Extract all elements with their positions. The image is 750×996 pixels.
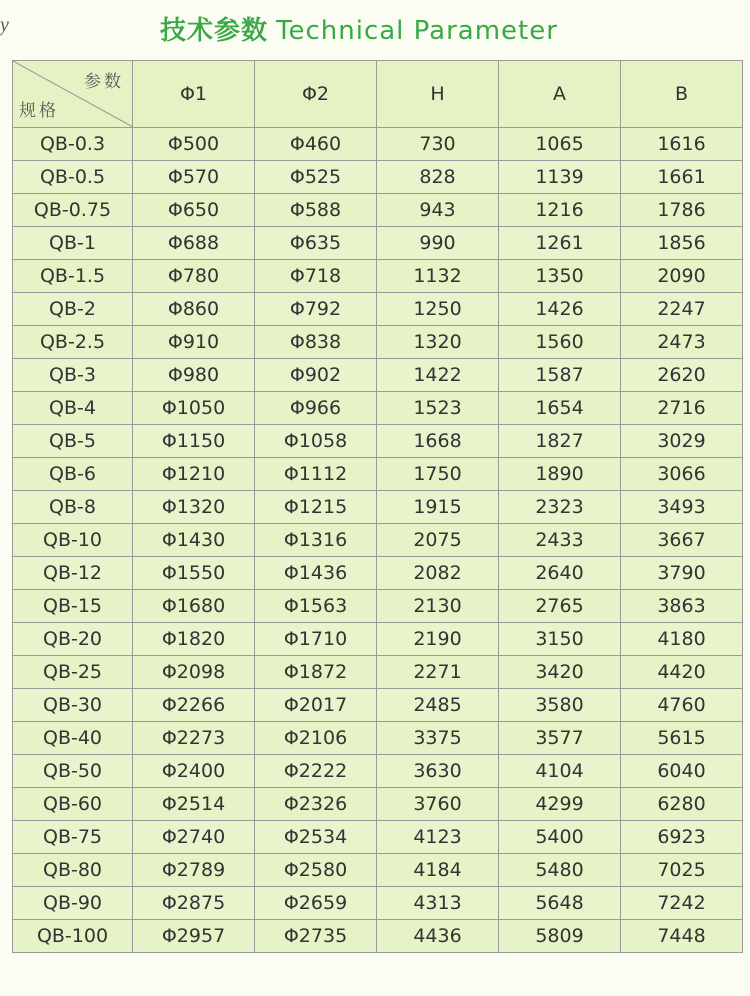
phi2-cell: Φ792 (255, 293, 377, 326)
h-cell: 2082 (377, 557, 499, 590)
h-cell: 2271 (377, 656, 499, 689)
model-cell: QB-90 (13, 887, 133, 920)
b-cell: 6040 (621, 755, 743, 788)
phi2-cell: Φ966 (255, 392, 377, 425)
table-header-row (13, 61, 743, 128)
h-cell: 1668 (377, 425, 499, 458)
phi1-cell: Φ910 (133, 326, 255, 359)
model-cell: QB-0.3 (13, 128, 133, 161)
h-cell: 4184 (377, 854, 499, 887)
phi2-cell: Φ525 (255, 161, 377, 194)
column-header-a: A (499, 61, 621, 128)
table-row (13, 557, 743, 590)
phi1-cell: Φ860 (133, 293, 255, 326)
b-cell: 2620 (621, 359, 743, 392)
model-cell: QB-50 (13, 755, 133, 788)
table-row (13, 425, 743, 458)
table-row (13, 161, 743, 194)
h-cell: 2190 (377, 623, 499, 656)
h-cell: 1320 (377, 326, 499, 359)
b-cell: 3493 (621, 491, 743, 524)
model-cell: QB-5 (13, 425, 133, 458)
a-cell: 5400 (499, 821, 621, 854)
a-cell: 1587 (499, 359, 621, 392)
table-row (13, 689, 743, 722)
a-cell: 2640 (499, 557, 621, 590)
phi2-cell: Φ1112 (255, 458, 377, 491)
phi1-cell: Φ780 (133, 260, 255, 293)
phi1-cell: Φ570 (133, 161, 255, 194)
model-cell: QB-40 (13, 722, 133, 755)
b-cell: 4420 (621, 656, 743, 689)
a-cell: 5809 (499, 920, 621, 953)
h-cell: 2485 (377, 689, 499, 722)
b-cell: 2247 (621, 293, 743, 326)
phi2-cell: Φ2580 (255, 854, 377, 887)
h-cell: 4436 (377, 920, 499, 953)
model-cell: QB-30 (13, 689, 133, 722)
phi2-cell: Φ460 (255, 128, 377, 161)
phi1-cell: Φ2098 (133, 656, 255, 689)
table-row (13, 854, 743, 887)
table-row (13, 293, 743, 326)
h-cell: 2075 (377, 524, 499, 557)
h-cell: 3760 (377, 788, 499, 821)
phi2-cell: Φ588 (255, 194, 377, 227)
a-cell: 3577 (499, 722, 621, 755)
b-cell: 5615 (621, 722, 743, 755)
a-cell: 2323 (499, 491, 621, 524)
a-cell: 5480 (499, 854, 621, 887)
table-row (13, 722, 743, 755)
phi2-cell: Φ1215 (255, 491, 377, 524)
table-row (13, 392, 743, 425)
phi1-cell: Φ1210 (133, 458, 255, 491)
h-cell: 4123 (377, 821, 499, 854)
model-cell: QB-100 (13, 920, 133, 953)
h-cell: 1132 (377, 260, 499, 293)
h-cell: 730 (377, 128, 499, 161)
model-cell: QB-75 (13, 821, 133, 854)
phi1-cell: Φ2740 (133, 821, 255, 854)
table-corner-header (13, 61, 133, 128)
h-cell: 3375 (377, 722, 499, 755)
b-cell: 3029 (621, 425, 743, 458)
phi1-cell: Φ1320 (133, 491, 255, 524)
corner-label-spec: 规格 (19, 101, 59, 121)
phi1-cell: Φ650 (133, 194, 255, 227)
h-cell: 943 (377, 194, 499, 227)
phi1-cell: Φ688 (133, 227, 255, 260)
a-cell: 1654 (499, 392, 621, 425)
h-cell: 3630 (377, 755, 499, 788)
phi1-cell: Φ1430 (133, 524, 255, 557)
table-row (13, 788, 743, 821)
model-cell: QB-4 (13, 392, 133, 425)
b-cell: 6280 (621, 788, 743, 821)
phi1-cell: Φ500 (133, 128, 255, 161)
phi2-cell: Φ2017 (255, 689, 377, 722)
b-cell: 4760 (621, 689, 743, 722)
model-cell: QB-8 (13, 491, 133, 524)
phi2-cell: Φ635 (255, 227, 377, 260)
model-cell: QB-2 (13, 293, 133, 326)
phi2-cell: Φ1436 (255, 557, 377, 590)
b-cell: 1786 (621, 194, 743, 227)
b-cell: 1616 (621, 128, 743, 161)
phi1-cell: Φ2875 (133, 887, 255, 920)
a-cell: 4299 (499, 788, 621, 821)
a-cell: 1261 (499, 227, 621, 260)
b-cell: 3066 (621, 458, 743, 491)
h-cell: 1422 (377, 359, 499, 392)
phi1-cell: Φ2957 (133, 920, 255, 953)
phi2-cell: Φ902 (255, 359, 377, 392)
phi2-cell: Φ2326 (255, 788, 377, 821)
table-row (13, 920, 743, 953)
phi2-cell: Φ838 (255, 326, 377, 359)
b-cell: 2090 (621, 260, 743, 293)
column-header-phi1: Φ1 (133, 61, 255, 128)
b-cell: 6923 (621, 821, 743, 854)
parameter-table (12, 60, 743, 953)
phi2-cell: Φ2534 (255, 821, 377, 854)
a-cell: 3420 (499, 656, 621, 689)
phi1-cell: Φ980 (133, 359, 255, 392)
table-row (13, 623, 743, 656)
a-cell: 1350 (499, 260, 621, 293)
phi2-cell: Φ1563 (255, 590, 377, 623)
b-cell: 4180 (621, 623, 743, 656)
model-cell: QB-25 (13, 656, 133, 689)
table-row (13, 524, 743, 557)
phi2-cell: Φ1710 (255, 623, 377, 656)
table-row (13, 359, 743, 392)
b-cell: 7025 (621, 854, 743, 887)
a-cell: 4104 (499, 755, 621, 788)
phi2-cell: Φ718 (255, 260, 377, 293)
h-cell: 828 (377, 161, 499, 194)
phi1-cell: Φ1820 (133, 623, 255, 656)
phi2-cell: Φ2735 (255, 920, 377, 953)
a-cell: 3150 (499, 623, 621, 656)
a-cell: 1065 (499, 128, 621, 161)
table-row (13, 227, 743, 260)
b-cell: 1661 (621, 161, 743, 194)
table-body (13, 128, 743, 953)
a-cell: 1890 (499, 458, 621, 491)
a-cell: 1560 (499, 326, 621, 359)
table-row (13, 260, 743, 293)
phi1-cell: Φ2266 (133, 689, 255, 722)
h-cell: 2130 (377, 590, 499, 623)
phi2-cell: Φ2106 (255, 722, 377, 755)
a-cell: 5648 (499, 887, 621, 920)
column-header-phi2: Φ2 (255, 61, 377, 128)
phi1-cell: Φ1050 (133, 392, 255, 425)
h-cell: 1250 (377, 293, 499, 326)
b-cell: 2716 (621, 392, 743, 425)
phi2-cell: Φ2222 (255, 755, 377, 788)
model-cell: QB-1 (13, 227, 133, 260)
phi2-cell: Φ1058 (255, 425, 377, 458)
page-title (160, 10, 558, 47)
table-row (13, 755, 743, 788)
h-cell: 1750 (377, 458, 499, 491)
table-row (13, 458, 743, 491)
b-cell: 7448 (621, 920, 743, 953)
table-row (13, 194, 743, 227)
a-cell: 1139 (499, 161, 621, 194)
model-cell: QB-0.5 (13, 161, 133, 194)
model-cell: QB-12 (13, 557, 133, 590)
b-cell: 2473 (621, 326, 743, 359)
page-corner-text: y (0, 14, 9, 36)
b-cell: 7242 (621, 887, 743, 920)
a-cell: 3580 (499, 689, 621, 722)
b-cell: 1856 (621, 227, 743, 260)
a-cell: 2765 (499, 590, 621, 623)
table-row (13, 326, 743, 359)
h-cell: 4313 (377, 887, 499, 920)
h-cell: 1523 (377, 392, 499, 425)
a-cell: 2433 (499, 524, 621, 557)
phi2-cell: Φ1316 (255, 524, 377, 557)
a-cell: 1426 (499, 293, 621, 326)
column-header-h: H (377, 61, 499, 128)
phi2-cell: Φ1872 (255, 656, 377, 689)
model-cell: QB-15 (13, 590, 133, 623)
table-row (13, 128, 743, 161)
h-cell: 990 (377, 227, 499, 260)
table-row (13, 821, 743, 854)
model-cell: QB-2.5 (13, 326, 133, 359)
model-cell: QB-20 (13, 623, 133, 656)
b-cell: 3863 (621, 590, 743, 623)
model-cell: QB-80 (13, 854, 133, 887)
a-cell: 1216 (499, 194, 621, 227)
b-cell: 3667 (621, 524, 743, 557)
model-cell: QB-6 (13, 458, 133, 491)
phi1-cell: Φ2789 (133, 854, 255, 887)
table-row (13, 590, 743, 623)
corner-label-parameter: 参数 (84, 72, 124, 92)
phi1-cell: Φ2514 (133, 788, 255, 821)
phi1-cell: Φ2273 (133, 722, 255, 755)
h-cell: 1915 (377, 491, 499, 524)
a-cell: 1827 (499, 425, 621, 458)
phi1-cell: Φ1680 (133, 590, 255, 623)
phi1-cell: Φ1150 (133, 425, 255, 458)
column-header-b: B (621, 61, 743, 128)
model-cell: QB-60 (13, 788, 133, 821)
table-row (13, 887, 743, 920)
title-chinese: 技术参数 (160, 16, 269, 46)
model-cell: QB-1.5 (13, 260, 133, 293)
table-row (13, 656, 743, 689)
phi1-cell: Φ1550 (133, 557, 255, 590)
model-cell: QB-10 (13, 524, 133, 557)
phi1-cell: Φ2400 (133, 755, 255, 788)
model-cell: QB-0.75 (13, 194, 133, 227)
phi2-cell: Φ2659 (255, 887, 377, 920)
b-cell: 3790 (621, 557, 743, 590)
model-cell: QB-3 (13, 359, 133, 392)
title-english: Technical Parameter (276, 16, 558, 46)
table-row (13, 491, 743, 524)
